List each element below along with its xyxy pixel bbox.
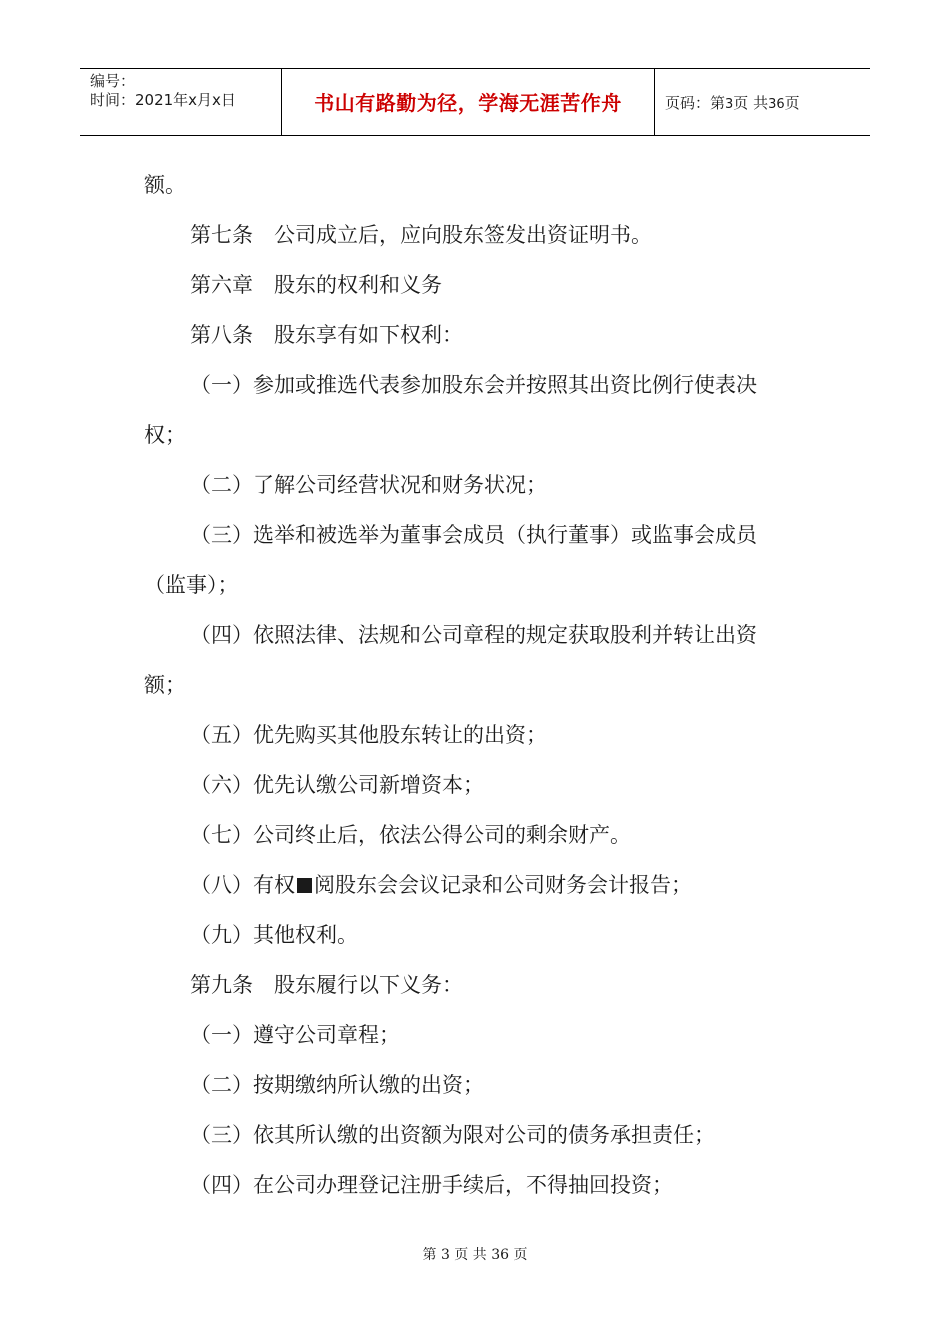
paragraph: （监事）； <box>144 573 239 597</box>
paragraph: （七）公司终止后，依法公得公司的剩余财产。 <box>190 823 631 847</box>
black-square-glyph <box>297 878 312 893</box>
paragraph: （四）依照法律、法规和公司章程的规定获取股利并转让出资 <box>190 623 757 647</box>
header-motto: 书山有路勤为径，学海无涯苦作舟 <box>282 69 655 135</box>
paragraph: （一）参加或推选代表参加股东会并按照其出资比例行使表决 <box>190 373 757 397</box>
number-label: 编号： <box>90 72 136 90</box>
paragraph-text-before: （八）有权 <box>190 873 295 897</box>
paragraph-text-after: 阅股东会会议记录和公司财务会计报告； <box>314 873 692 897</box>
page-total: 36 <box>768 97 785 112</box>
paragraph: 第八条 股东享有如下权利： <box>190 323 463 347</box>
paragraph: （二）了解公司经营状况和财务状况； <box>190 473 547 497</box>
paragraph: （二）按期缴纳所认缴的出资； <box>190 1073 484 1097</box>
paragraph: 额； <box>144 673 186 697</box>
document-body <box>144 160 804 1210</box>
page-current: 3 <box>725 97 734 112</box>
paragraph: 额。 <box>144 173 186 197</box>
paragraph <box>144 860 804 910</box>
page-middle: 页 共 <box>733 94 769 112</box>
paragraph: （一）遵守公司章程； <box>190 1023 400 1047</box>
page-header <box>80 68 870 136</box>
paragraph: （五）优先购买其他股东转让的出资； <box>190 723 547 747</box>
paragraph: 第七条 公司成立后，应向股东签发出资证明书。 <box>190 223 652 247</box>
header-meta <box>80 69 282 135</box>
header-page-info <box>655 69 870 135</box>
paragraph: 第九条 股东履行以下义务： <box>190 973 463 997</box>
paragraph: （六）优先认缴公司新增资本； <box>190 773 484 797</box>
page-suffix: 页 <box>784 94 800 112</box>
paragraph: （三）选举和被选举为董事会成员（执行董事）或监事会成员 <box>190 523 757 547</box>
page-prefix: 页码：第 <box>665 94 726 112</box>
page-footer: 第 3 页 共 36 页 <box>422 1247 528 1263</box>
paragraph: （三）依其所认缴的出资额为限对公司的债务承担责任； <box>190 1123 715 1147</box>
paragraph: 权； <box>144 423 186 447</box>
paragraph: （九）其他权利。 <box>190 923 358 947</box>
time-label: 时间：2021年x月x日 <box>90 91 236 109</box>
paragraph: （四）在公司办理登记注册手续后，不得抽回投资； <box>190 1173 673 1197</box>
chapter-heading: 第六章 股东的权利和义务 <box>190 273 442 297</box>
